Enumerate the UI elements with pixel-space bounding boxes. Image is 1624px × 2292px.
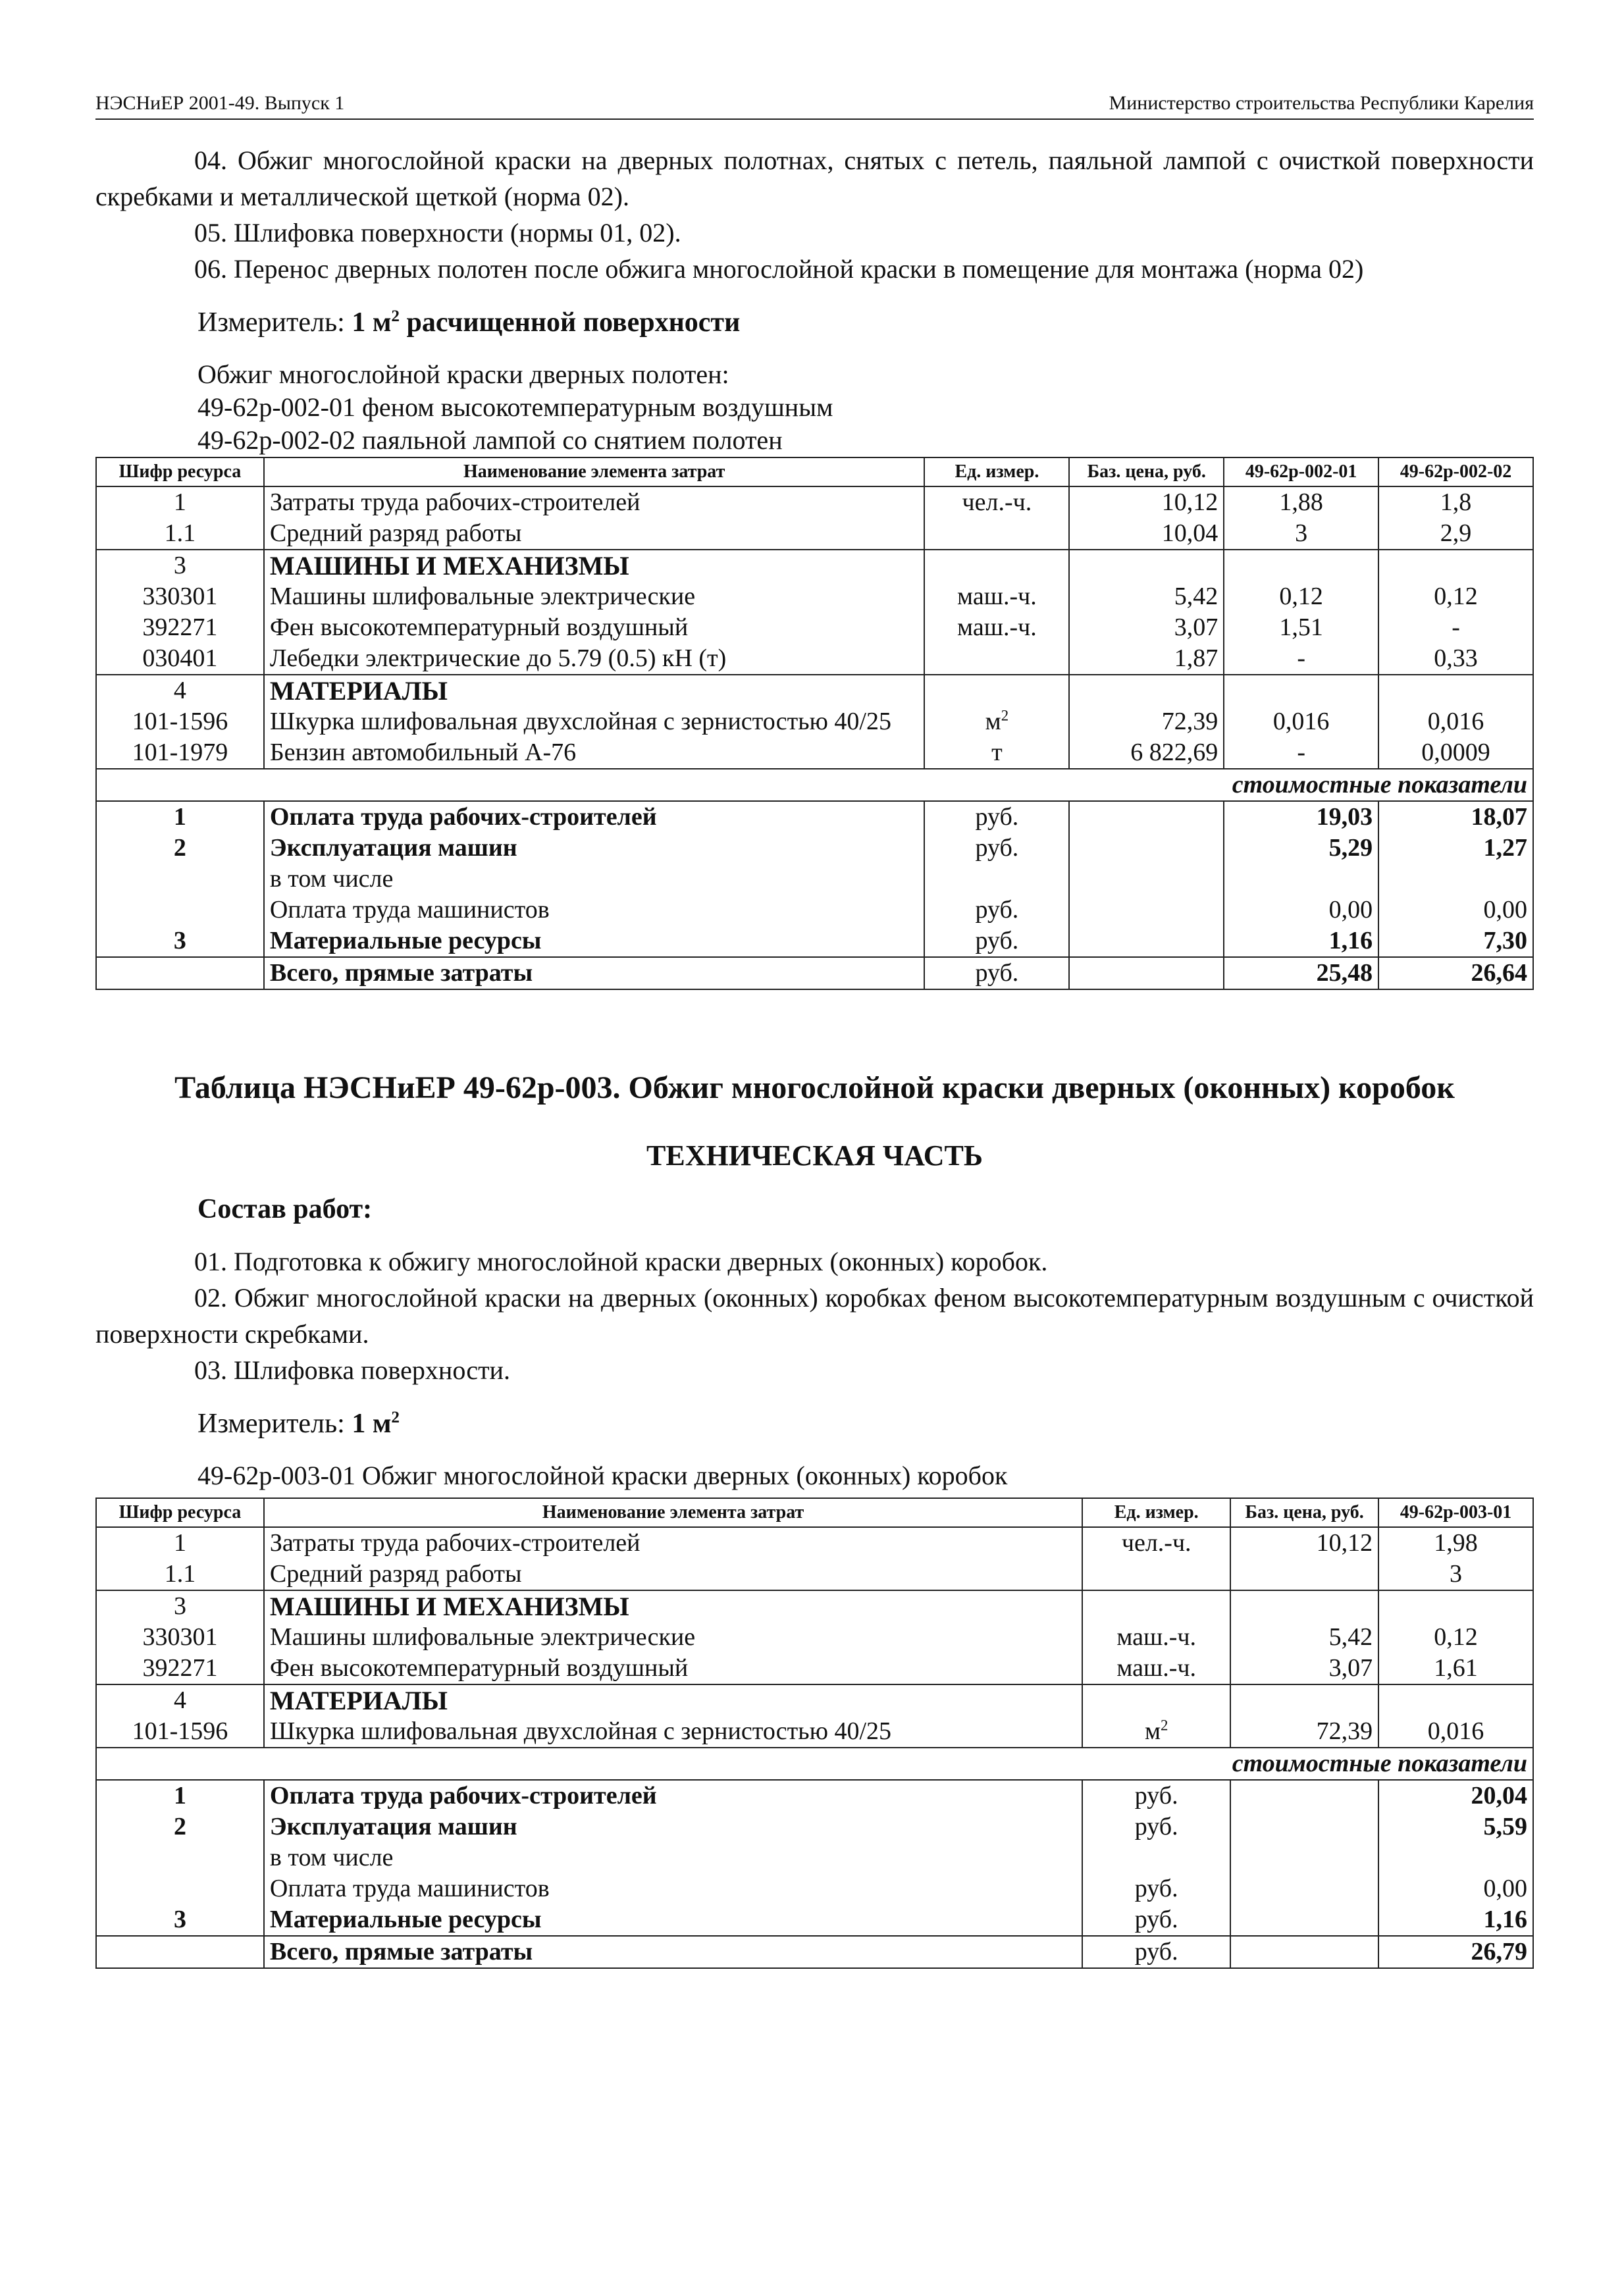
table-row xyxy=(96,1653,1533,1684)
table-cell xyxy=(1082,1684,1230,1716)
cost-cell: Оплата труда машинистов xyxy=(264,1873,1082,1904)
cost-row xyxy=(96,833,1533,864)
table-cell: МАТЕРИАЛЫ xyxy=(264,675,925,706)
table-cell: 1 xyxy=(96,486,264,518)
table-cell: т xyxy=(924,737,1069,769)
column-header: Шифр ресурса xyxy=(96,457,264,486)
table-header-row xyxy=(96,457,1533,486)
table-cell: чел.-ч. xyxy=(1082,1527,1230,1559)
cost-cell: Всего, прямые затраты xyxy=(264,957,925,989)
meter-sup: 2 xyxy=(391,307,400,325)
cost-row xyxy=(96,1873,1533,1904)
cost-cell: 2 xyxy=(96,1811,264,1842)
table-cell: Лебедки электрические до 5.79 (0.5) кН (т) xyxy=(264,643,925,675)
table-cell: 0,33 xyxy=(1378,643,1533,675)
table-cell: Шкурка шлифовальная двухслойная с зернистостью 40/25 xyxy=(264,1716,1082,1748)
cost-cell xyxy=(96,957,264,989)
table-cell: 0,016 xyxy=(1378,1716,1533,1748)
resource-table-1 xyxy=(95,457,1534,990)
table-cell: 0,016 xyxy=(1224,706,1378,737)
table-cell: 1,87 xyxy=(1069,643,1224,675)
column-header: 49-62р-002-01 xyxy=(1224,457,1378,486)
unit-sup: 2 xyxy=(1161,1717,1168,1734)
section-heading: ТЕХНИЧЕСКАЯ ЧАСТЬ xyxy=(646,1139,983,1172)
table-cell: 3,07 xyxy=(1230,1653,1378,1684)
cost-header: стоимостные показатели xyxy=(96,769,1533,801)
cost-cell: 0,00 xyxy=(1378,895,1533,925)
cost-cell: руб. xyxy=(1082,1873,1230,1904)
meter-value: 1 м xyxy=(352,1409,392,1439)
table-cell: 3 xyxy=(1224,518,1378,550)
subtitle-line: 49-62р-002-01 феном высокотемпературным воздушным xyxy=(197,392,833,422)
table-row xyxy=(96,612,1533,643)
cost-cell: 1,16 xyxy=(1378,1904,1533,1936)
table-cell: чел.-ч. xyxy=(924,486,1069,518)
table-cell xyxy=(1224,550,1378,581)
table-row xyxy=(96,518,1533,550)
table-cell: - xyxy=(1224,737,1378,769)
cost-cell: Эксплуатация машин xyxy=(264,833,925,864)
table-cell: Средний разряд работы xyxy=(264,1559,1082,1590)
running-header xyxy=(95,92,1534,120)
cost-cell xyxy=(1230,1780,1378,1811)
meter-line xyxy=(95,1408,1534,1440)
table-row xyxy=(96,675,1533,706)
column-header: Наименование элемента затрат xyxy=(264,457,925,486)
cost-cell xyxy=(96,1936,264,1968)
table-row xyxy=(96,737,1533,769)
cost-row xyxy=(96,895,1533,925)
table-cell: 10,12 xyxy=(1230,1527,1378,1559)
table-cell: 101-1596 xyxy=(96,706,264,737)
table-cell: - xyxy=(1378,612,1533,643)
table-row xyxy=(96,581,1533,612)
cost-cell: руб. xyxy=(924,895,1069,925)
table-cell: 72,39 xyxy=(1230,1716,1378,1748)
resource-table-2 xyxy=(95,1498,1534,1969)
table-cell: Фен высокотемпературный воздушный xyxy=(264,612,925,643)
table-cell: Машины шлифовальные электрические xyxy=(264,581,925,612)
cost-row xyxy=(96,1811,1533,1842)
table-cell xyxy=(1378,550,1533,581)
table-cell: 1,51 xyxy=(1224,612,1378,643)
cost-cell: 19,03 xyxy=(1224,801,1378,833)
cost-cell xyxy=(924,864,1069,895)
table-cell: - xyxy=(1224,643,1378,675)
table-cell: 3 xyxy=(96,1590,264,1622)
cost-cell: руб. xyxy=(1082,1780,1230,1811)
column-header: Ед. измер. xyxy=(924,457,1069,486)
cost-cell: 2 xyxy=(96,833,264,864)
subtitle-line: 49-62р-002-02 паяльной лампой со снятием полотен xyxy=(197,425,783,455)
table-cell: 1,8 xyxy=(1378,486,1533,518)
table-cell xyxy=(1082,1590,1230,1622)
cost-cell: руб. xyxy=(1082,1936,1230,1968)
table-cell xyxy=(924,518,1069,550)
cost-cell: 5,59 xyxy=(1378,1811,1533,1842)
meter-sup: 2 xyxy=(391,1409,400,1426)
column-header: Ед. измер. xyxy=(1082,1498,1230,1527)
cost-cell: Всего, прямые затраты xyxy=(264,1936,1082,1968)
meter-rest: расчищенной поверхности xyxy=(400,307,741,338)
cost-row xyxy=(96,1904,1533,1936)
table-row xyxy=(96,1684,1533,1716)
cost-row xyxy=(96,1780,1533,1811)
work-item: 05. Шлифовка поверхности (нормы 01, 02). xyxy=(194,218,681,247)
table-cell xyxy=(1230,1590,1378,1622)
table-cell: 1 xyxy=(96,1527,264,1559)
cost-cell: 1 xyxy=(96,801,264,833)
table-cell: 330301 xyxy=(96,581,264,612)
cost-cell: 18,07 xyxy=(1378,801,1533,833)
table-cell: маш.-ч. xyxy=(924,612,1069,643)
table-cell xyxy=(1224,675,1378,706)
table-cell xyxy=(1378,1684,1533,1716)
cost-cell: 25,48 xyxy=(1224,957,1378,989)
column-header: Наименование элемента затрат xyxy=(264,1498,1082,1527)
cost-cell xyxy=(1230,1811,1378,1842)
table-cell: маш.-ч. xyxy=(924,581,1069,612)
table-cell: Затраты труда рабочих-строителей xyxy=(264,1527,1082,1559)
cost-cell: Материальные ресурсы xyxy=(264,1904,1082,1936)
cost-cell: 5,29 xyxy=(1224,833,1378,864)
table-cell: 3 xyxy=(96,550,264,581)
cost-cell xyxy=(96,1873,264,1904)
cost-cell: Материальные ресурсы xyxy=(264,925,925,957)
cost-cell xyxy=(1230,1904,1378,1936)
table-cell: маш.-ч. xyxy=(1082,1653,1230,1684)
table-row xyxy=(96,1559,1533,1590)
table-cell: 1,61 xyxy=(1378,1653,1533,1684)
document-page xyxy=(95,92,1534,1969)
table-cell: 0,12 xyxy=(1378,581,1533,612)
table-cell: 0,0009 xyxy=(1378,737,1533,769)
table-cell xyxy=(1082,1559,1230,1590)
work-composition-heading: Состав работ: xyxy=(197,1194,373,1224)
table-cell xyxy=(1069,550,1224,581)
table-cell: 0,016 xyxy=(1378,706,1533,737)
table-cell: 10,12 xyxy=(1069,486,1224,518)
table-cell xyxy=(924,675,1069,706)
table-cell: 1.1 xyxy=(96,518,264,550)
table-cell: 101-1596 xyxy=(96,1716,264,1748)
table-cell xyxy=(1069,675,1224,706)
cost-cell xyxy=(1069,895,1224,925)
cost-cell: руб. xyxy=(924,957,1069,989)
table-cell: 392271 xyxy=(96,1653,264,1684)
table-cell: 330301 xyxy=(96,1622,264,1653)
work-item: 01. Подготовка к обжигу многослойной краски дверных (оконных) коробок. xyxy=(194,1247,1048,1276)
table-cell: 4 xyxy=(96,1684,264,1716)
table-cell: 1,98 xyxy=(1378,1527,1533,1559)
cost-cell: в том числе xyxy=(264,1842,1082,1873)
table-row xyxy=(96,1622,1533,1653)
table-cell xyxy=(924,550,1069,581)
work-item: 03. Шлифовка поверхности. xyxy=(194,1355,510,1385)
cost-cell: Оплата труда рабочих-строителей xyxy=(264,1780,1082,1811)
table-cell: 5,42 xyxy=(1069,581,1224,612)
cost-header-row xyxy=(96,1748,1533,1780)
table-row xyxy=(96,1527,1533,1559)
header-right: Министерство строительства Республики Карелия xyxy=(1109,92,1534,114)
cost-cell xyxy=(1230,1936,1378,1968)
meter-label: Измеритель: xyxy=(197,307,352,338)
cost-cell xyxy=(1069,801,1224,833)
cost-cell: руб. xyxy=(924,925,1069,957)
cost-cell: 26,79 xyxy=(1378,1936,1533,1968)
table-cell: 0,12 xyxy=(1378,1622,1533,1653)
table-cell: $м^2$ xyxy=(1082,1716,1230,1748)
cost-row xyxy=(96,801,1533,833)
cost-header: стоимостные показатели xyxy=(96,1748,1533,1780)
table-row xyxy=(96,643,1533,675)
cost-header-row xyxy=(96,769,1533,801)
work-item: 02. Обжиг многослойной краски на дверных (оконных) коробках феном высокотемпературным воздушным с очисткой поверхности скребками. xyxy=(95,1283,1534,1349)
cost-cell xyxy=(1069,833,1224,864)
meter-value: 1 м xyxy=(352,307,392,338)
cost-row xyxy=(96,1936,1533,1968)
cost-cell: 7,30 xyxy=(1378,925,1533,957)
cost-row xyxy=(96,957,1533,989)
table-cell: $м^2$ xyxy=(924,706,1069,737)
cost-cell: 26,64 xyxy=(1378,957,1533,989)
meter-line xyxy=(95,307,1534,338)
table-cell: 1,88 xyxy=(1224,486,1378,518)
table-row xyxy=(96,1590,1533,1622)
header-left: НЭСНиЕР 2001-49. Выпуск 1 xyxy=(95,92,345,114)
meter-label: Измеритель: xyxy=(197,1409,352,1439)
table-row xyxy=(96,486,1533,518)
cost-cell xyxy=(1378,1842,1533,1873)
cost-cell: в том числе xyxy=(264,864,925,895)
table-cell: МАШИНЫ И МЕХАНИЗМЫ xyxy=(264,1590,1082,1622)
table-title: Таблица НЭСНиЕР 49-62р-003. Обжиг многослойной краски дверных (оконных) коробок xyxy=(174,1070,1455,1105)
table-cell: Бензин автомобильный А-76 xyxy=(264,737,925,769)
column-header: Баз. цена, руб. xyxy=(1230,1498,1378,1527)
cost-cell: руб. xyxy=(1082,1904,1230,1936)
work-item: 06. Перенос дверных полотен после обжига многослойной краски в помещение для монтажа (норма 02) xyxy=(194,254,1364,284)
cost-cell: 1 xyxy=(96,1780,264,1811)
table-cell xyxy=(1378,1590,1533,1622)
table-cell: Машины шлифовальные электрические xyxy=(264,1622,1082,1653)
table-cell: 4 xyxy=(96,675,264,706)
table-cell: 392271 xyxy=(96,612,264,643)
cost-cell: Оплата труда рабочих-строителей xyxy=(264,801,925,833)
cost-cell xyxy=(1230,1873,1378,1904)
cost-cell xyxy=(96,895,264,925)
cost-cell: 1,27 xyxy=(1378,833,1533,864)
table-cell: 3,07 xyxy=(1069,612,1224,643)
table-cell: 72,39 xyxy=(1069,706,1224,737)
table-cell xyxy=(1230,1684,1378,1716)
table-cell: маш.-ч. xyxy=(1082,1622,1230,1653)
table-cell: МАТЕРИАЛЫ xyxy=(264,1684,1082,1716)
table-cell xyxy=(1378,675,1533,706)
cost-cell: 1,16 xyxy=(1224,925,1378,957)
cost-cell: руб. xyxy=(1082,1811,1230,1842)
table-row xyxy=(96,550,1533,581)
table-cell xyxy=(1230,1559,1378,1590)
cost-cell xyxy=(1069,957,1224,989)
work-item: 04. Обжиг многослойной краски на дверных полотнах, снятых с петель, паяльной лампой с очисткой поверхности скребками и металлической щеткой (норма 02). xyxy=(95,145,1534,211)
cost-cell xyxy=(96,1842,264,1873)
cost-cell: руб. xyxy=(924,801,1069,833)
cost-cell xyxy=(1069,864,1224,895)
table-cell: 6 822,69 xyxy=(1069,737,1224,769)
cost-row xyxy=(96,925,1533,957)
table-cell: Фен высокотемпературный воздушный xyxy=(264,1653,1082,1684)
table-cell xyxy=(924,643,1069,675)
column-header: Шифр ресурса xyxy=(96,1498,264,1527)
cost-cell: 3 xyxy=(96,1904,264,1936)
cost-cell xyxy=(1378,864,1533,895)
cost-cell xyxy=(1069,925,1224,957)
subtitle-line: 49-62р-003-01 Обжиг многослойной краски дверных (оконных) коробок xyxy=(197,1461,1008,1490)
table-row xyxy=(96,1716,1533,1748)
table-cell: 1.1 xyxy=(96,1559,264,1590)
cost-cell xyxy=(1082,1842,1230,1873)
table-cell: 0,12 xyxy=(1224,581,1378,612)
table-cell: 030401 xyxy=(96,643,264,675)
cost-cell: 0,00 xyxy=(1224,895,1378,925)
column-header: 49-62р-002-02 xyxy=(1378,457,1533,486)
table-cell: Шкурка шлифовальная двухслойная с зернистостью 40/25 xyxy=(264,706,925,737)
table-cell: Средний разряд работы xyxy=(264,518,925,550)
column-header: 49-62р-003-01 xyxy=(1378,1498,1533,1527)
table-cell: 101-1979 xyxy=(96,737,264,769)
subtitle-line: Обжиг многослойной краски дверных полотен: xyxy=(197,359,729,389)
table-cell: 2,9 xyxy=(1378,518,1533,550)
column-header: Баз. цена, руб. xyxy=(1069,457,1224,486)
cost-cell xyxy=(1224,864,1378,895)
cost-cell xyxy=(96,864,264,895)
table-cell: МАШИНЫ И МЕХАНИЗМЫ xyxy=(264,550,925,581)
cost-cell: Эксплуатация машин xyxy=(264,1811,1082,1842)
table-header-row xyxy=(96,1498,1533,1527)
table-cell: Затраты труда рабочих-строителей xyxy=(264,486,925,518)
cost-cell: руб. xyxy=(924,833,1069,864)
cost-row xyxy=(96,864,1533,895)
table-cell: 10,04 xyxy=(1069,518,1224,550)
table-row xyxy=(96,706,1533,737)
unit-sup: 2 xyxy=(1001,707,1009,724)
cost-cell: 0,00 xyxy=(1378,1873,1533,1904)
table-cell: 5,42 xyxy=(1230,1622,1378,1653)
cost-cell: Оплата труда машинистов xyxy=(264,895,925,925)
cost-cell: 20,04 xyxy=(1378,1780,1533,1811)
cost-cell xyxy=(1230,1842,1378,1873)
cost-row xyxy=(96,1842,1533,1873)
table-cell: 3 xyxy=(1378,1559,1533,1590)
cost-cell: 3 xyxy=(96,925,264,957)
